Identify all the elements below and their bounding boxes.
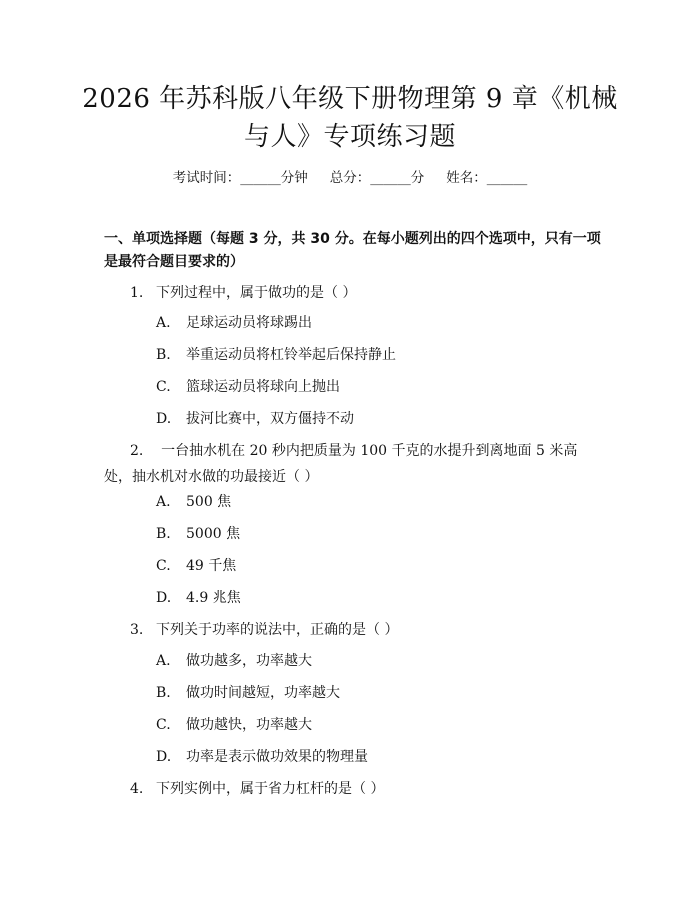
option-1b [156, 345, 396, 365]
option-text: 足球运动员将球踢出 [186, 315, 312, 331]
question-4 [104, 776, 600, 802]
title-line-2: 与人》专项练习题 [243, 122, 456, 152]
option-text: 4.9 兆焦 [186, 590, 241, 606]
option-2b [156, 524, 240, 544]
option-2d [156, 588, 241, 608]
option-letter: C. [156, 717, 171, 733]
option-2a [156, 492, 231, 512]
option-letter: D. [156, 590, 172, 606]
question-text: 一台抽水机在 20 秒内把质量为 100 千克的水提升到离地面 5 米高处，抽水机对水做的功最接近（ ） [104, 443, 578, 485]
total-score: 总分：______分 [329, 170, 425, 186]
option-2c [156, 556, 236, 576]
question-text: 下列关于功率的说法中，正确的是（ ） [156, 622, 399, 638]
option-1a [156, 313, 312, 333]
option-letter: C. [156, 558, 171, 574]
option-letter: D. [156, 749, 172, 765]
question-text: 下列过程中，属于做功的是（ ） [156, 285, 357, 301]
title-line-1: 2026 年苏科版八年级下册物理第 9 章《机械 [82, 84, 618, 114]
option-letter: A. [156, 315, 171, 331]
question-number: 3. [130, 622, 144, 638]
question-text: 下列实例中，属于省力杠杆的是（ ） [156, 781, 385, 797]
option-text: 拔河比赛中，双方僵持不动 [186, 411, 354, 427]
option-letter: B. [156, 526, 171, 542]
option-text: 功率是表示做功效果的物理量 [186, 749, 368, 765]
option-letter: A. [156, 494, 171, 510]
option-text: 5000 焦 [186, 526, 241, 542]
section-title: 一、单项选择题（每题 3 分，共 30 分。在每小题列出的四个选项中，只有一项是最符合题目要求的） [104, 231, 601, 270]
option-3c [156, 715, 312, 735]
question-1 [104, 280, 600, 306]
question-number: 4. [130, 781, 144, 797]
option-1d [156, 409, 354, 429]
option-text: 49 千焦 [186, 558, 237, 574]
option-letter: B. [156, 347, 171, 363]
option-letter: D. [156, 411, 172, 427]
exam-meta [0, 168, 700, 188]
student-name: 姓名：______ [446, 170, 528, 186]
option-letter: A. [156, 653, 171, 669]
question-2 [104, 438, 600, 490]
question-number: 1. [130, 285, 144, 301]
option-1c [156, 377, 340, 397]
option-text: 做功时间越短，功率越大 [186, 685, 340, 701]
option-text: 做功越快，功率越大 [186, 717, 312, 733]
option-3b [156, 683, 340, 703]
option-text: 篮球运动员将球向上抛出 [186, 379, 340, 395]
document-title [80, 80, 620, 156]
option-3d [156, 747, 368, 767]
question-3 [104, 617, 600, 643]
option-3a [156, 651, 312, 671]
exam-time: 考试时间：______分钟 [172, 170, 308, 186]
option-text: 举重运动员将杠铃举起后保持静止 [186, 347, 396, 363]
option-letter: B. [156, 685, 171, 701]
option-letter: C. [156, 379, 171, 395]
option-text: 做功越多，功率越大 [186, 653, 312, 669]
option-text: 500 焦 [186, 494, 232, 510]
question-number: 2. [130, 443, 144, 459]
